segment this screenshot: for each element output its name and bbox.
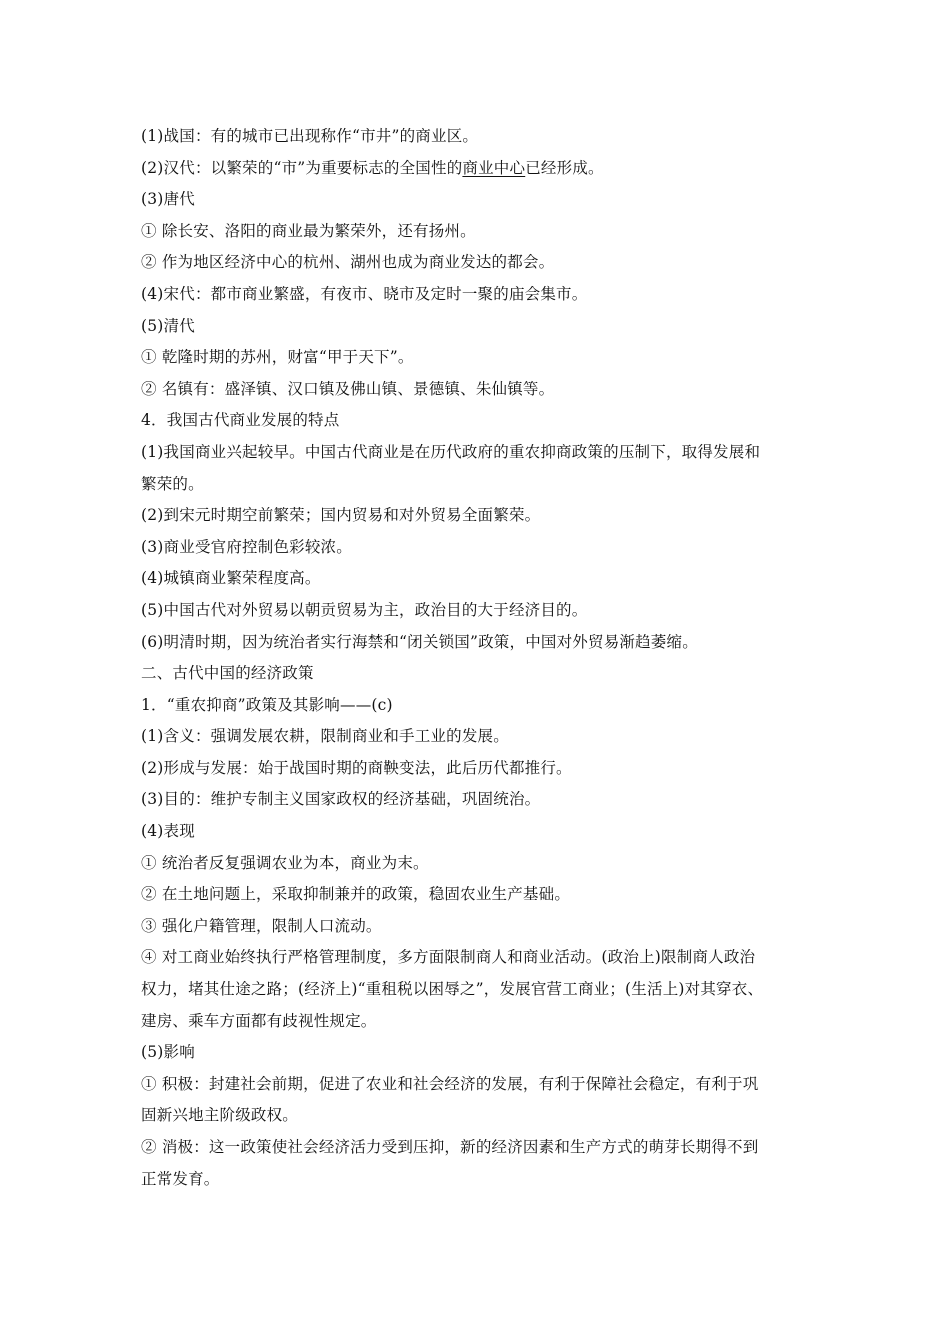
text-line: (1)含义：强调发展农耕，限制商业和手工业的发展。 [141, 727, 509, 746]
text-line: ① 除长安、洛阳的商业最为繁荣外，还有扬州。 [141, 221, 476, 240]
text-line: (3)目的：维护专制主义国家政权的经济基础，巩固统治。 [141, 790, 541, 809]
text-line: (4)表现 [141, 822, 195, 841]
text-line: 权力，堵其仕途之路；(经济上)“重租税以困辱之”，发展官营工商业；(生活上)对其穿衣、 [141, 980, 764, 999]
underlined-term: 商业中心 [462, 158, 526, 177]
text-line: (4)宋代：都市商业繁盛，有夜市、晓市及定时一聚的庙会集市。 [141, 284, 588, 303]
text-line: (5)影响 [141, 1043, 195, 1062]
text-line: ③ 强化户籍管理，限制人口流动。 [141, 916, 382, 935]
section-heading: 4．我国古代商业发展的特点 [141, 411, 340, 430]
text-line: (3)商业受官府控制色彩较浓。 [141, 537, 352, 556]
text-line: (1)我国商业兴起较早。中国古代商业是在历代政府的重农抑商政策的压制下，取得发展和 [141, 442, 761, 461]
chapter-heading: 二、古代中国的经济政策 [141, 664, 314, 683]
text-line: ② 作为地区经济中心的杭州、湖州也成为商业发达的都会。 [141, 253, 555, 272]
text-line: ① 乾隆时期的苏州，财富“甲于天下”。 [141, 348, 414, 367]
text-line: ② 在土地问题上，采取抑制兼并的政策，稳固农业生产基础。 [141, 885, 571, 904]
text-line: (4)城镇商业繁荣程度高。 [141, 569, 321, 588]
text-line: ② 名镇有：盛泽镇、汉口镇及佛山镇、景德镇、朱仙镇等。 [141, 379, 555, 398]
text-line: (5)清代 [141, 316, 195, 335]
text-line: 建房、乘车方面都有歧视性规定。 [141, 1011, 377, 1030]
text-line: (5)中国古代对外贸易以朝贡贸易为主，政治目的大于经济目的。 [141, 600, 588, 619]
text-line: 繁荣的。 [141, 474, 204, 493]
text-segment: 已经形成。 [525, 158, 604, 177]
text-line [141, 153, 817, 185]
text-line: ① 积极：封建社会前期，促进了农业和社会经济的发展，有利于保障社会稳定，有利于巩 [141, 1074, 759, 1093]
document-body [141, 121, 817, 1195]
text-line: (2)到宋元时期空前繁荣；国内贸易和对外贸易全面繁荣。 [141, 506, 541, 525]
text-line: 固新兴地主阶级政权。 [141, 1106, 299, 1125]
text-line: ④ 对工商业始终执行严格管理制度，多方面限制商人和商业活动。(政治上)限制商人政治 [141, 948, 756, 967]
text-line: (2)形成与发展：始于战国时期的商鞅变法，此后历代都推行。 [141, 758, 572, 777]
text-line: (1)战国：有的城市已出现称作“市井”的商业区。 [141, 127, 479, 145]
text-line: ① 统治者反复强调农业为本，商业为末。 [141, 853, 429, 872]
text-line: 正常发育。 [141, 1169, 220, 1188]
text-segment: (2)汉代：以繁荣的“市”为重要标志的全国性的 [141, 158, 463, 177]
text-line: (6)明清时期，因为统治者实行海禁和“闭关锁国”政策，中国对外贸易渐趋萎缩。 [141, 632, 698, 651]
text-line: ② 消极：这一政策使社会经济活力受到压抑，新的经济因素和生产方式的萌芽长期得不到 [141, 1138, 759, 1156]
section-heading: 1．“重农抑商”政策及其影响——(c) [141, 695, 393, 714]
text-line: (3)唐代 [141, 190, 195, 209]
